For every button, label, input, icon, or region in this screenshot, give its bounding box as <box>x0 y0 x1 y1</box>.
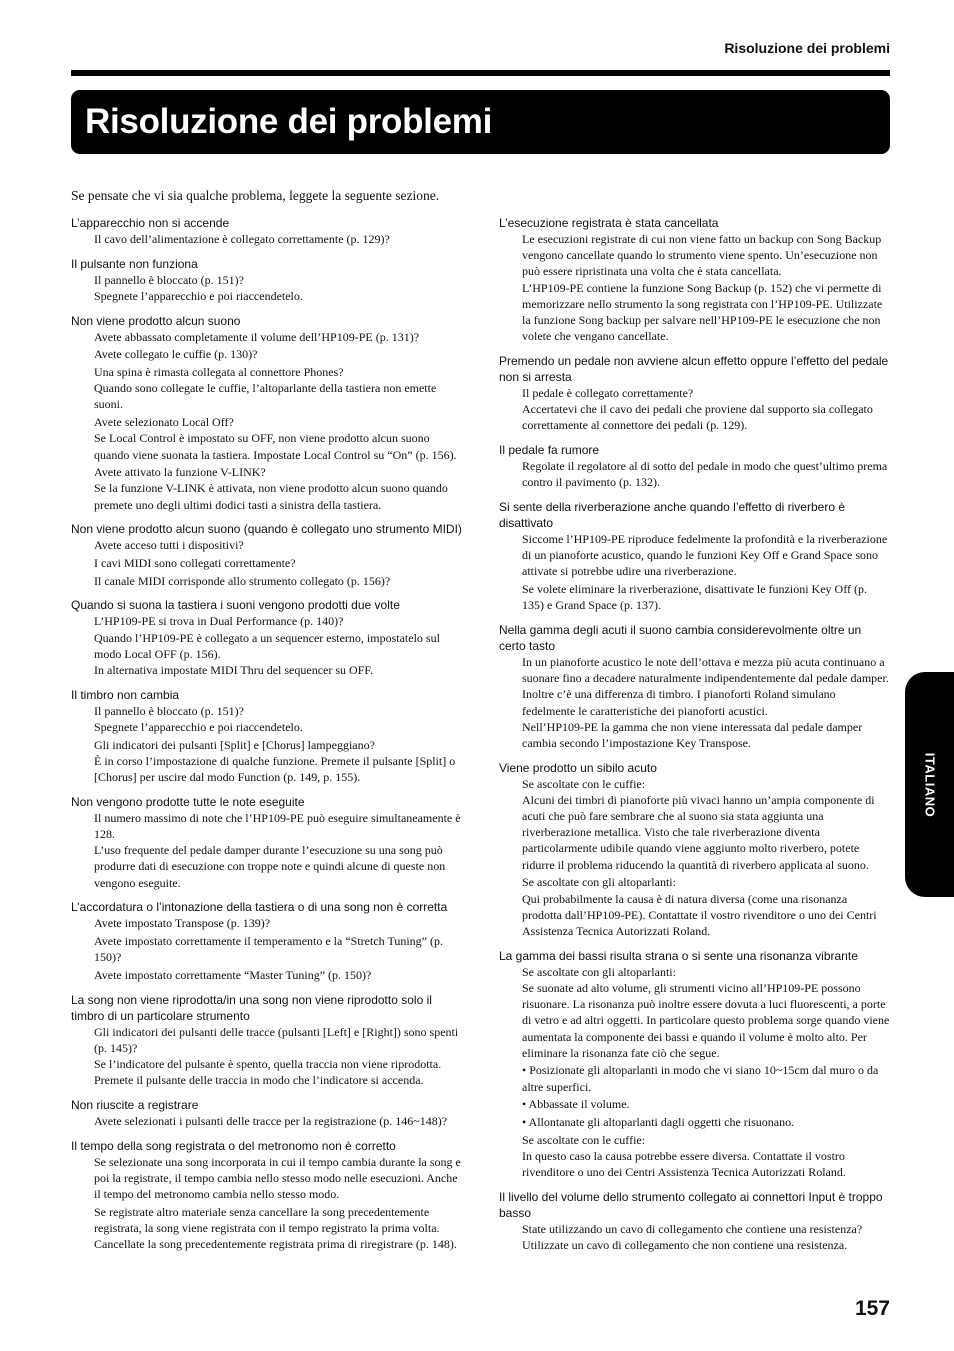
solution-block <box>94 1113 466 1133</box>
header-rule <box>71 70 890 76</box>
solution-paragraph: Avete impostato Transpose (p. 139)? <box>94 916 271 931</box>
solution-paragraph: Avete attivato la funzione V-LINK? Se la funzione V-LINK è attivata, non viene prodotto alcun suono quando premete uno degli ultimi dodici tasti a sinistra della tastiera. <box>94 465 448 512</box>
troubleshooting-entry <box>499 351 890 437</box>
troubleshooting-entry <box>71 990 466 1092</box>
problem-heading: Si sente della riverberazione anche quando l’effetto di riverbero è disattivato <box>499 499 845 530</box>
solution-paragraph: Se selezionate una song incorporata in cui il tempo cambia durante la song e poi la registrate, il tempo cambia nello stesso modo nelle esecuzioni. Anche il tempo del metronomo cambia nello stesso modo. <box>94 1154 461 1202</box>
title-bar <box>71 90 890 154</box>
problem-heading: L’accordatura o l’intonazione della tastiera o di una song non è corretta <box>71 900 448 915</box>
running-header: Risoluzione dei problemi <box>724 40 890 56</box>
problem-heading: Non viene prodotto alcun suono (quando è collegato uno strumento MIDI) <box>71 522 462 537</box>
solution-paragraph: Le esecuzioni registrate di cui non viene fatto un backup con Song Backup vengono cancellate quando lo strumento viene spento. Un’esecuzione non può essere ripristinata una volta che è stata cancellata. L’HP109-PE contiene la funzione Song Backup (p. 152) che vi permette di memorizzare nello strumento la song registrata con l’HP109-PE. Utilizzate la funzione Song backup per salvare nell’HP109-PE le esecuzione che non volete che vengano cancellate. <box>522 232 883 344</box>
intro-text: Se pensate che vi sia qualche problema, leggete la seguente sezione. <box>71 188 440 203</box>
solution-paragraph: Il numero massimo di note che l’HP109-PE può eseguire simultaneamente è 128. L’uso frequente del pedale damper durante l’esecuzione su una song può produrre dati di esecuzione con troppe note e quindi alcune di queste non vengono eseguite. <box>94 810 461 890</box>
solution-paragraph: Il cavo dell’alimentazione è collegato correttamente (p. 129)? <box>94 232 390 246</box>
solution-paragraph: Avete selezionato Local Off? Se Local Control è impostato su OFF, non viene prodotto alcun suono quando viene suonata la tastiera. Impostate Local Control su “On” (p. 156). <box>94 415 457 462</box>
solution-block <box>522 385 890 437</box>
solution-block <box>94 810 466 895</box>
solution-paragraph: Avete impostato correttamente il temperamento e la “Stretch Tuning” (p. 150)? <box>94 934 444 965</box>
solution-paragraph: • Abbassate il volume. <box>522 1097 630 1112</box>
problem-heading: L’esecuzione registrata è stata cancellata <box>499 216 719 230</box>
problem-heading: Nella gamma degli acuti il suono cambia considerevolmente oltre un certo tasto <box>499 622 862 653</box>
problem-heading: Il livello del volume dello strumento collegato ai connettori Input è troppo basso <box>499 1189 883 1220</box>
solution-paragraph: Avete selezionati i pulsanti delle tracce per la registrazione (p. 146~148)? <box>94 1113 448 1128</box>
solution-block <box>94 1154 466 1256</box>
solution-block <box>94 915 466 986</box>
solution-block <box>94 231 466 251</box>
problem-heading: Non vengono prodotte tutte le note eseguite <box>71 794 305 809</box>
solution-paragraph: Avete acceso tutti i dispositivi? <box>94 538 244 553</box>
problem-heading: Il pedale fa rumore <box>499 443 600 458</box>
problem-heading: Il tempo della song registrata o del metronomo non è corretto <box>71 1138 396 1153</box>
solution-paragraph: L’HP109-PE si trova in Dual Performance (p. 140)? Quando l’HP109-PE è collegato a un sequencer esterno, impostatelo sul modo Local OFF (p. 156). In alternativa impostate MIDI Thru del sequencer su OFF. <box>94 614 440 678</box>
solution-block <box>94 272 466 308</box>
solution-block <box>94 329 466 517</box>
solution-block <box>94 537 466 592</box>
troubleshooting-entry <box>499 758 890 943</box>
troubleshooting-entry <box>71 213 466 251</box>
troubleshooting-entry <box>71 519 466 592</box>
solution-block <box>522 654 890 755</box>
troubleshooting-entry <box>71 1136 466 1256</box>
solution-paragraph: • Allontanate gli altoparlanti dagli oggetti che risuonano. <box>522 1115 795 1130</box>
solution-paragraph: Il pannello è bloccato (p. 151)? Spegnete l’apparecchio e poi riaccendetelo. <box>94 272 303 303</box>
solution-paragraph: Avete abbassato completamente il volume dell’HP109-PE (p. 131)? <box>94 329 420 344</box>
solution-paragraph: Avete collegato le cuffie (p. 130)? <box>94 347 258 362</box>
solution-paragraph: Se ascoltate con le cuffie: In questo caso la causa potrebbe essere diversa. Contattate il vostro rivenditore o uno dei Centri Assistenza Tecnica Autorizzati Roland. <box>522 1132 846 1180</box>
solution-block <box>94 613 466 681</box>
troubleshooting-entry <box>71 685 466 789</box>
problem-heading: Non viene prodotto alcun suono <box>71 313 241 328</box>
solution-block <box>94 703 466 789</box>
problem-heading: La gamma dei bassi risulta strana o si sente una risonanza vibrante <box>499 948 858 963</box>
troubleshooting-entry <box>71 1095 466 1133</box>
solution-paragraph: Il pedale è collegato correttamente? Accertatevi che il cavo dei pedali che proviene dal supporto sia collegato correttamente al connettore dei pedali (p. 129). <box>522 385 873 433</box>
troubleshooting-entry <box>499 440 890 494</box>
problem-heading: La song non viene riprodotta/in una song non viene riprodotto solo il timbro di un particolare strumento <box>71 992 432 1023</box>
solution-paragraph: Il canale MIDI corrisponde allo strumento collegato (p. 156)? <box>94 573 391 588</box>
right-column <box>499 213 890 1260</box>
solution-paragraph: Gli indicatori dei pulsanti delle tracce (pulsanti [Left] e [Right]) sono spenti (p. 145)? Se l’indicatore del pulsante è spento, quella traccia non viene riprodotta. Premete il pulsante delle traccia in modo che l’indicatore si accenda. <box>94 1024 459 1088</box>
language-tab-label: ITALIANO <box>922 752 937 817</box>
problem-heading: Il timbro non cambia <box>71 687 180 702</box>
page-number: 157 <box>854 1297 890 1320</box>
troubleshooting-entry <box>499 620 890 755</box>
troubleshooting-entry <box>499 1187 890 1257</box>
left-column <box>71 213 466 1259</box>
solution-paragraph: Gli indicatori dei pulsanti [Split] e [Chorus] lampeggiano? È in corso l’impostazione di qualche funzione. Premete il pulsante [Split] o [Chorus] per uscire dal modo Function (p. 149, p. 155). <box>94 737 456 785</box>
solution-paragraph: Una spina è rimasta collegata al connettore Phones? Quando sono collegate le cuffie, l’altoparlante della tastiera non emette suoni. <box>94 365 437 412</box>
problem-heading: Il pulsante non funziona <box>71 256 198 271</box>
solution-paragraph: Se volete eliminare la riverberazione, disattivate le funzioni Key Off (p. 135) e Grand Space (p. 137). <box>522 582 867 613</box>
troubleshooting-entry <box>71 254 466 308</box>
troubleshooting-entry <box>499 497 890 617</box>
troubleshooting-entry <box>71 311 466 517</box>
troubleshooting-entry <box>499 946 890 1184</box>
solution-paragraph: Se ascoltate con gli altoparlanti: Qui probabilmente la causa è di natura diversa (come una risonanza prodotta dall’HP109-PE). Contattate il vostro rivenditore o uno dei Centri Assistenza Tecnica Autorizzati Roland. <box>522 875 877 938</box>
language-tab <box>905 672 954 897</box>
solution-block <box>522 531 890 617</box>
solution-block <box>522 776 890 943</box>
solution-block <box>522 231 890 348</box>
solution-paragraph: Se registrate altro materiale senza cancellare la song precedentemente registrata, la song viene registrata con il tempo registrato la prima volta. Cancellate la song precedentemente registrata prima di riregistrare (p. 148). <box>94 1204 457 1252</box>
solution-paragraph: Il pannello è bloccato (p. 151)? Spegnete l’apparecchio e poi riaccendetelo. <box>94 703 303 734</box>
solution-block <box>522 1221 890 1257</box>
solution-paragraph: Se ascoltate con le cuffie: Alcuni dei timbri di pianoforte più vivaci hanno un’ampia componente di acuti che può fare sembrare che al suono sia stata aggiunta una riverberazione metallica. Visto che tale riverberazione diventa particolarmente udibile quando viene aggiunto molto riverbero, potete ridurre il problema riducendo la quantità di riverbero applicata al suono. <box>522 776 875 872</box>
troubleshooting-entry <box>499 213 890 348</box>
problem-heading: Viene prodotto un sibilo acuto <box>499 760 657 775</box>
problem-heading: Premendo un pedale non avviene alcun effetto oppure l’effetto del pedale non si arresta <box>499 353 889 384</box>
solution-paragraph: Avete impostato correttamente “Master Tuning” (p. 150)? <box>94 967 372 982</box>
problem-heading: L’apparecchio non si accende <box>71 216 230 230</box>
solution-paragraph: Se ascoltate con gli altoparlanti: Se suonate ad alto volume, gli strumenti vicino all’HP109-PE possono risuonare. La risonanza può inoltre essere dovuta a luci fluorescenti, a porte di vetro e ad altri oggetti. In particolare questo problema sorge quando viene aumentata la componente dei bassi e quando il volume è molto alto. Per eliminare la risonanza fate ciò che segue. <box>522 964 890 1060</box>
solution-paragraph: I cavi MIDI sono collegati correttamente? <box>94 556 296 571</box>
troubleshooting-entry <box>71 595 466 681</box>
solution-paragraph: In un pianoforte acustico le note dell’ottava e mezza più acuta continuano a suonare fino a decadere naturalmente indipendentemente dal pedale damper. Inoltre c’è una differenza di timbro. I pianoforti Roland simulano fedelmente le caratteristiche dei pianoforti acustici. Nell’HP109-PE la gamma che non viene interessata dal pedale damper cambia secondo l’impostazione Key Transpose. <box>522 654 889 750</box>
solution-paragraph: Siccome l’HP109-PE riproduce fedelmente la profondità e la riverberazione di un pianoforte acustico, quando le funzioni Key Off e Grand Space sono attivate si potrebbe udire una riverberazione. <box>522 531 888 579</box>
troubleshooting-entry <box>71 897 466 986</box>
solution-paragraph: • Posizionate gli altoparlanti in modo che vi siano 10~15cm dal muro o da altre superfici. <box>522 1063 879 1094</box>
problem-heading: Non riuscite a registrare <box>71 1097 199 1112</box>
solution-block <box>522 964 890 1184</box>
troubleshooting-entry <box>71 792 466 895</box>
solution-block <box>522 458 890 494</box>
solution-block <box>94 1024 466 1092</box>
solution-paragraph: Regolate il regolatore al di sotto del pedale in modo che quest’ultimo prema contro il pavimento (p. 132). <box>522 459 888 490</box>
page-title: Risoluzione dei problemi <box>85 102 493 141</box>
problem-heading: Quando si suona la tastiera i suoni vengono prodotti due volte <box>71 598 400 613</box>
solution-paragraph: State utilizzando un cavo di collegamento che contiene una resistenza? Utilizzate un cavo di collegamento che non contiene una resistenza. <box>522 1221 863 1253</box>
